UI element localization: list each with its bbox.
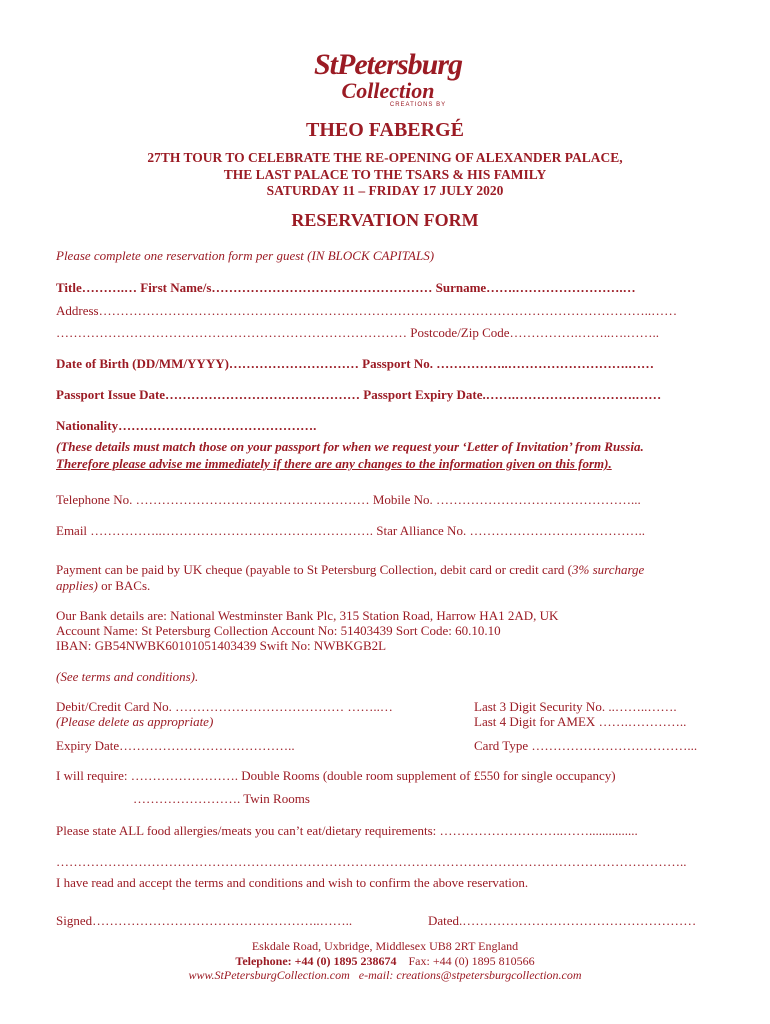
logo-line1: StPetersburg (313, 48, 463, 81)
instruction-text: Please complete one reservation form per guest (IN BLOCK CAPITALS) (56, 248, 435, 263)
brand-logo (303, 50, 473, 108)
bank-line3: IBAN: GB54NWBK60101051403439 Swift No: NWBKGB2L (56, 638, 387, 653)
applies-text: applies) (56, 578, 98, 593)
name-fields[interactable]: Title……….… First Name/s…………………………………………… Surname…….…………………….… (56, 280, 636, 295)
allergies-field[interactable]: Please state ALL food allergies/meats you can’t eat/dietary requirements: ………………………..……............... (56, 823, 638, 838)
accept-statement: I have read and accept the terms and conditions and wish to confirm the above reservation. (56, 875, 529, 890)
expiry-field[interactable]: Expiry Date………………………………….. (56, 738, 295, 753)
footer-website[interactable]: www.StPetersburgCollection.com (188, 968, 350, 982)
footer-telephone: Telephone: +44 (0) 1895 238674 (235, 954, 397, 968)
dob-passport-field[interactable]: Date of Birth (DD/MM/YYYY)………………………… Passport No. ……………..……………………….…… (56, 356, 654, 371)
passport-warning-2: Therefore please advise me immediately if there are any changes to the information given on this form). (56, 456, 612, 471)
form-title: RESERVATION FORM (291, 210, 479, 230)
card-number-field[interactable]: Debit/Credit Card No. ………………………………… ……..… (56, 699, 393, 714)
signature-field[interactable]: Signed……………………………………………..…….. (56, 913, 353, 928)
telephone-field[interactable]: Telephone No. ……………………………………………… Mobile No. ………………………………………... (56, 492, 641, 507)
security-field[interactable]: Last 3 Digit Security No. ..……..……. (474, 699, 677, 714)
amex-field[interactable]: Last 4 Digit for AMEX …….………….. (474, 714, 687, 729)
header-line2: THE LAST PALACE TO THE TSARS & HIS FAMILY (223, 167, 547, 182)
passport-dates-field[interactable]: Passport Issue Date……………………………………… Passport Expiry Date.…….……………………….…… (56, 387, 662, 402)
nationality-field[interactable]: Nationality………………………………………. (56, 418, 317, 433)
card-type-field[interactable]: Card Type ………………………………... (474, 738, 698, 753)
logo-creations-by: CREATIONS BY (389, 102, 447, 108)
payment-line1 (56, 562, 644, 578)
logo-line2: Collection (341, 78, 435, 103)
address-postcode-field[interactable]: ……………………………………………………………………… Postcode/Zip Code…………….……..….…….. (56, 325, 660, 340)
passport-warning-1: (These details must match those on your passport for when we request your ‘Letter of Invitation’ from Russia. (56, 439, 644, 454)
bacs-text: or BACs. (97, 578, 151, 593)
header-line3: SATURDAY 11 – FRIDAY 17 JULY 2020 (266, 183, 504, 198)
double-rooms-field[interactable]: I will require: ……………………. Double Rooms (double room supplement of £550 for single occupancy) (56, 768, 616, 783)
date-field[interactable]: Dated.……………………………………………… (428, 913, 697, 928)
payment-line2 (56, 578, 150, 594)
footer-fax: Fax: +44 (0) 1895 810566 (408, 954, 535, 968)
bank-line2: Account Name: St Petersburg Collection Account No: 51403439 Sort Code: 60.10.10 (56, 623, 501, 638)
footer-phones (0, 954, 770, 969)
address-field[interactable]: Address………………………………………………………………………………………………………………..…… (56, 303, 678, 318)
footer-email[interactable]: e-mail: creations@stpetersburgcollection.com (358, 968, 582, 982)
terms-note: (See terms and conditions). (56, 669, 199, 684)
payment-line1-text: Payment can be paid by UK cheque (payable to St Petersburg Collection, debit card or credit card ( (56, 562, 572, 577)
surcharge-text: 3% surcharge (571, 562, 645, 577)
delete-note: (Please delete as appropriate) (56, 714, 214, 729)
bank-line1: Our Bank details are: National Westminster Bank Plc, 315 Station Road, Harrow HA1 2AD, UK (56, 608, 559, 623)
footer-web (0, 968, 770, 983)
email-field[interactable]: Email ……………..…………………………………………. Star Alliance No. ………………………………….. (56, 523, 645, 538)
header-line1: 27TH TOUR TO CELEBRATE THE RE-OPENING OF ALEXANDER PALACE, (147, 150, 623, 165)
brand-name: THEO FABERGÉ (306, 119, 464, 141)
allergies-field-2[interactable]: ……………………………………………………………………………………………………………………………….. (56, 854, 687, 869)
footer-address: Eskdale Road, Uxbridge, Middlesex UB8 2RT England (251, 939, 519, 953)
twin-rooms-field[interactable]: ……………………. Twin Rooms (133, 791, 310, 806)
